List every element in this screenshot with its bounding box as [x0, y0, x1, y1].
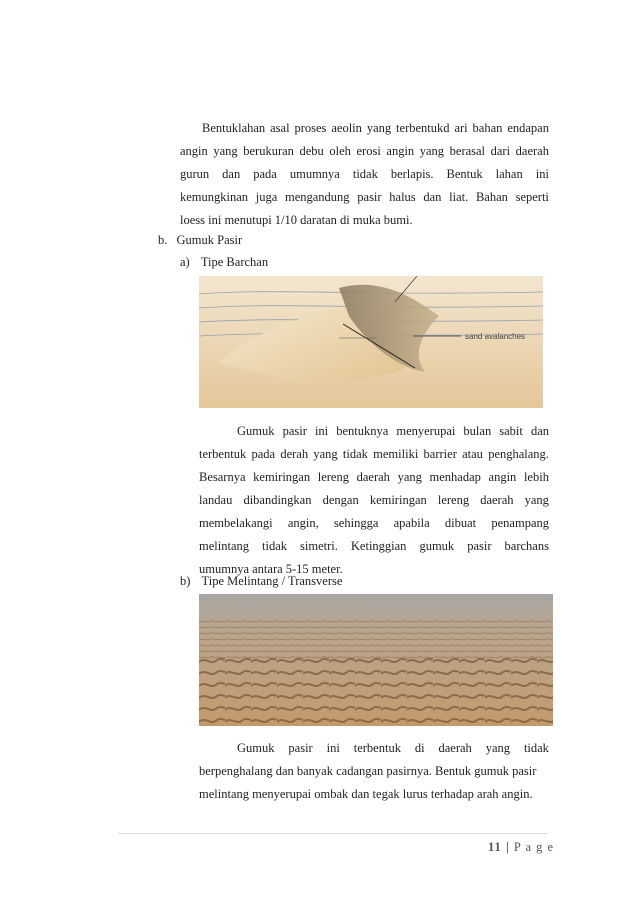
word: umumnya [289, 167, 340, 181]
word: endapan [507, 121, 549, 135]
transverse-dune-photo [199, 594, 553, 726]
footer-divider [118, 833, 548, 834]
word: pasir [467, 539, 492, 553]
word: umumnya antara 5-15 meter. [199, 562, 343, 576]
word: angin [180, 144, 208, 158]
word: halus [389, 190, 416, 204]
page-number: 11 [488, 840, 502, 854]
word: kemiringan [369, 493, 427, 507]
subheading-tipe-melintang [180, 574, 342, 589]
text-line [199, 489, 549, 512]
word: penampang [491, 516, 549, 530]
word: Bentuk [446, 167, 483, 181]
word: di [414, 741, 425, 755]
word: seperti [515, 190, 549, 204]
section-heading-gumuk-pasir [158, 233, 242, 248]
annotation-sand-avalanches: sand avalanches [465, 332, 526, 341]
text-line [199, 737, 549, 760]
word: simetri. [300, 539, 338, 553]
word: Gumuk [237, 741, 275, 755]
word: kemungkinan [180, 190, 249, 204]
word: daerah [515, 144, 549, 158]
word: melintang [199, 539, 249, 553]
text-line [180, 117, 549, 140]
word: terbentuk [199, 447, 247, 461]
word: dan [222, 167, 241, 181]
text-line [199, 512, 549, 535]
word: tidak [352, 167, 378, 181]
word: apabila [393, 516, 430, 530]
page-label: P a g e [513, 840, 555, 854]
word: Bahan [475, 190, 508, 204]
word: ini [535, 167, 549, 181]
word: mengandung [284, 190, 350, 204]
text-line [180, 209, 549, 232]
word: menhadap [429, 470, 481, 484]
word: dan [530, 424, 549, 438]
word: sabit [499, 424, 523, 438]
word: ini [314, 424, 329, 438]
list-marker: b. [158, 233, 168, 247]
word: melintang menyerupai ombak dan tegak lurus terhadap arah angin. [199, 787, 533, 801]
word: gumuk [419, 539, 455, 553]
word: yang [524, 493, 549, 507]
word: proses [294, 121, 327, 135]
heading-title: Gumuk Pasir [176, 233, 243, 247]
word: yang [485, 741, 511, 755]
word: derah [280, 447, 309, 461]
heading-title: Tipe Melintang / Transverse [201, 574, 343, 588]
text-line [199, 466, 549, 489]
word: aeolin [331, 121, 362, 135]
word: pasir [357, 190, 382, 204]
paragraph-transverse [199, 737, 549, 806]
word: dan [423, 190, 442, 204]
word: pada [253, 167, 277, 181]
text-line [199, 760, 549, 783]
text-line [199, 783, 549, 806]
footer-separator: | [505, 840, 510, 854]
word: ari [454, 121, 468, 135]
word: bentuknya [336, 424, 389, 438]
word: loess ini menutupi 1/10 daratan di muka bumi. [180, 213, 413, 227]
barchan-diagram [199, 276, 543, 408]
word: erosi [356, 144, 381, 158]
word: tidak [342, 447, 368, 461]
word: liat. [449, 190, 469, 204]
word: barchans [504, 539, 549, 553]
word: daerah [356, 470, 390, 484]
word: daerah [480, 493, 514, 507]
word: bahan [472, 121, 503, 135]
word: berpenghalang dan banyak cadangan pasirnya. Bentuk gumuk pasir [199, 764, 537, 778]
word: landau [199, 493, 233, 507]
word: tidak [262, 539, 288, 553]
barchan-dune-illustration [199, 276, 543, 408]
word: pada [251, 447, 276, 461]
text-line [199, 443, 549, 466]
word: asal [270, 121, 290, 135]
page-footer [488, 840, 554, 855]
word: angin, [287, 516, 319, 530]
word: daerah [438, 741, 472, 755]
word: yang [397, 470, 422, 484]
word: membelakangi [199, 516, 273, 530]
word: lebih [523, 470, 549, 484]
word: angin [386, 144, 415, 158]
word: dari [490, 144, 511, 158]
word: lereng [317, 470, 349, 484]
word: yang [213, 144, 238, 158]
word: pasir [282, 424, 307, 438]
word: pasir [288, 741, 313, 755]
word: terbentukd [396, 121, 450, 135]
word: Bentuklahan [202, 121, 266, 135]
word: oleh [329, 144, 351, 158]
word: sehingga [333, 516, 379, 530]
word: bulan [463, 424, 492, 438]
word: berukuran [243, 144, 294, 158]
word: angin [488, 470, 517, 484]
word: dibandingkan [243, 493, 312, 507]
list-marker: b) [180, 574, 191, 588]
word: terbentuk [353, 741, 401, 755]
word: ini [326, 741, 340, 755]
word: lahan [495, 167, 523, 181]
word: debu [299, 144, 324, 158]
word: Besarnya [199, 470, 246, 484]
word: menyerupai [396, 424, 456, 438]
word: Gumuk [237, 424, 275, 438]
word: Ketinggian [350, 539, 407, 553]
word: dibuat [444, 516, 477, 530]
paragraph-barchan [199, 420, 549, 581]
word: atau [462, 447, 483, 461]
word: yang [366, 121, 392, 135]
word: juga [255, 190, 278, 204]
word: gurun [180, 167, 210, 181]
text-line [199, 420, 549, 443]
word: penghalang. [488, 447, 549, 461]
word: dengan [322, 493, 359, 507]
word: lereng [437, 493, 470, 507]
word: memiliki [373, 447, 419, 461]
paragraph-intro [180, 117, 549, 232]
transverse-dune-field [199, 594, 553, 726]
text-line [199, 535, 549, 558]
text-line [180, 140, 549, 163]
heading-title: Tipe Barchan [200, 255, 269, 269]
list-marker: a) [180, 255, 190, 269]
word: barrier [423, 447, 457, 461]
word: tidak [523, 741, 549, 755]
word: berasal [449, 144, 486, 158]
text-line [180, 186, 549, 209]
word: yang [419, 144, 445, 158]
word: yang [313, 447, 338, 461]
word: kemiringan [253, 470, 311, 484]
word: berlapis. [390, 167, 434, 181]
subheading-tipe-barchan [180, 255, 268, 270]
text-line [180, 163, 549, 186]
